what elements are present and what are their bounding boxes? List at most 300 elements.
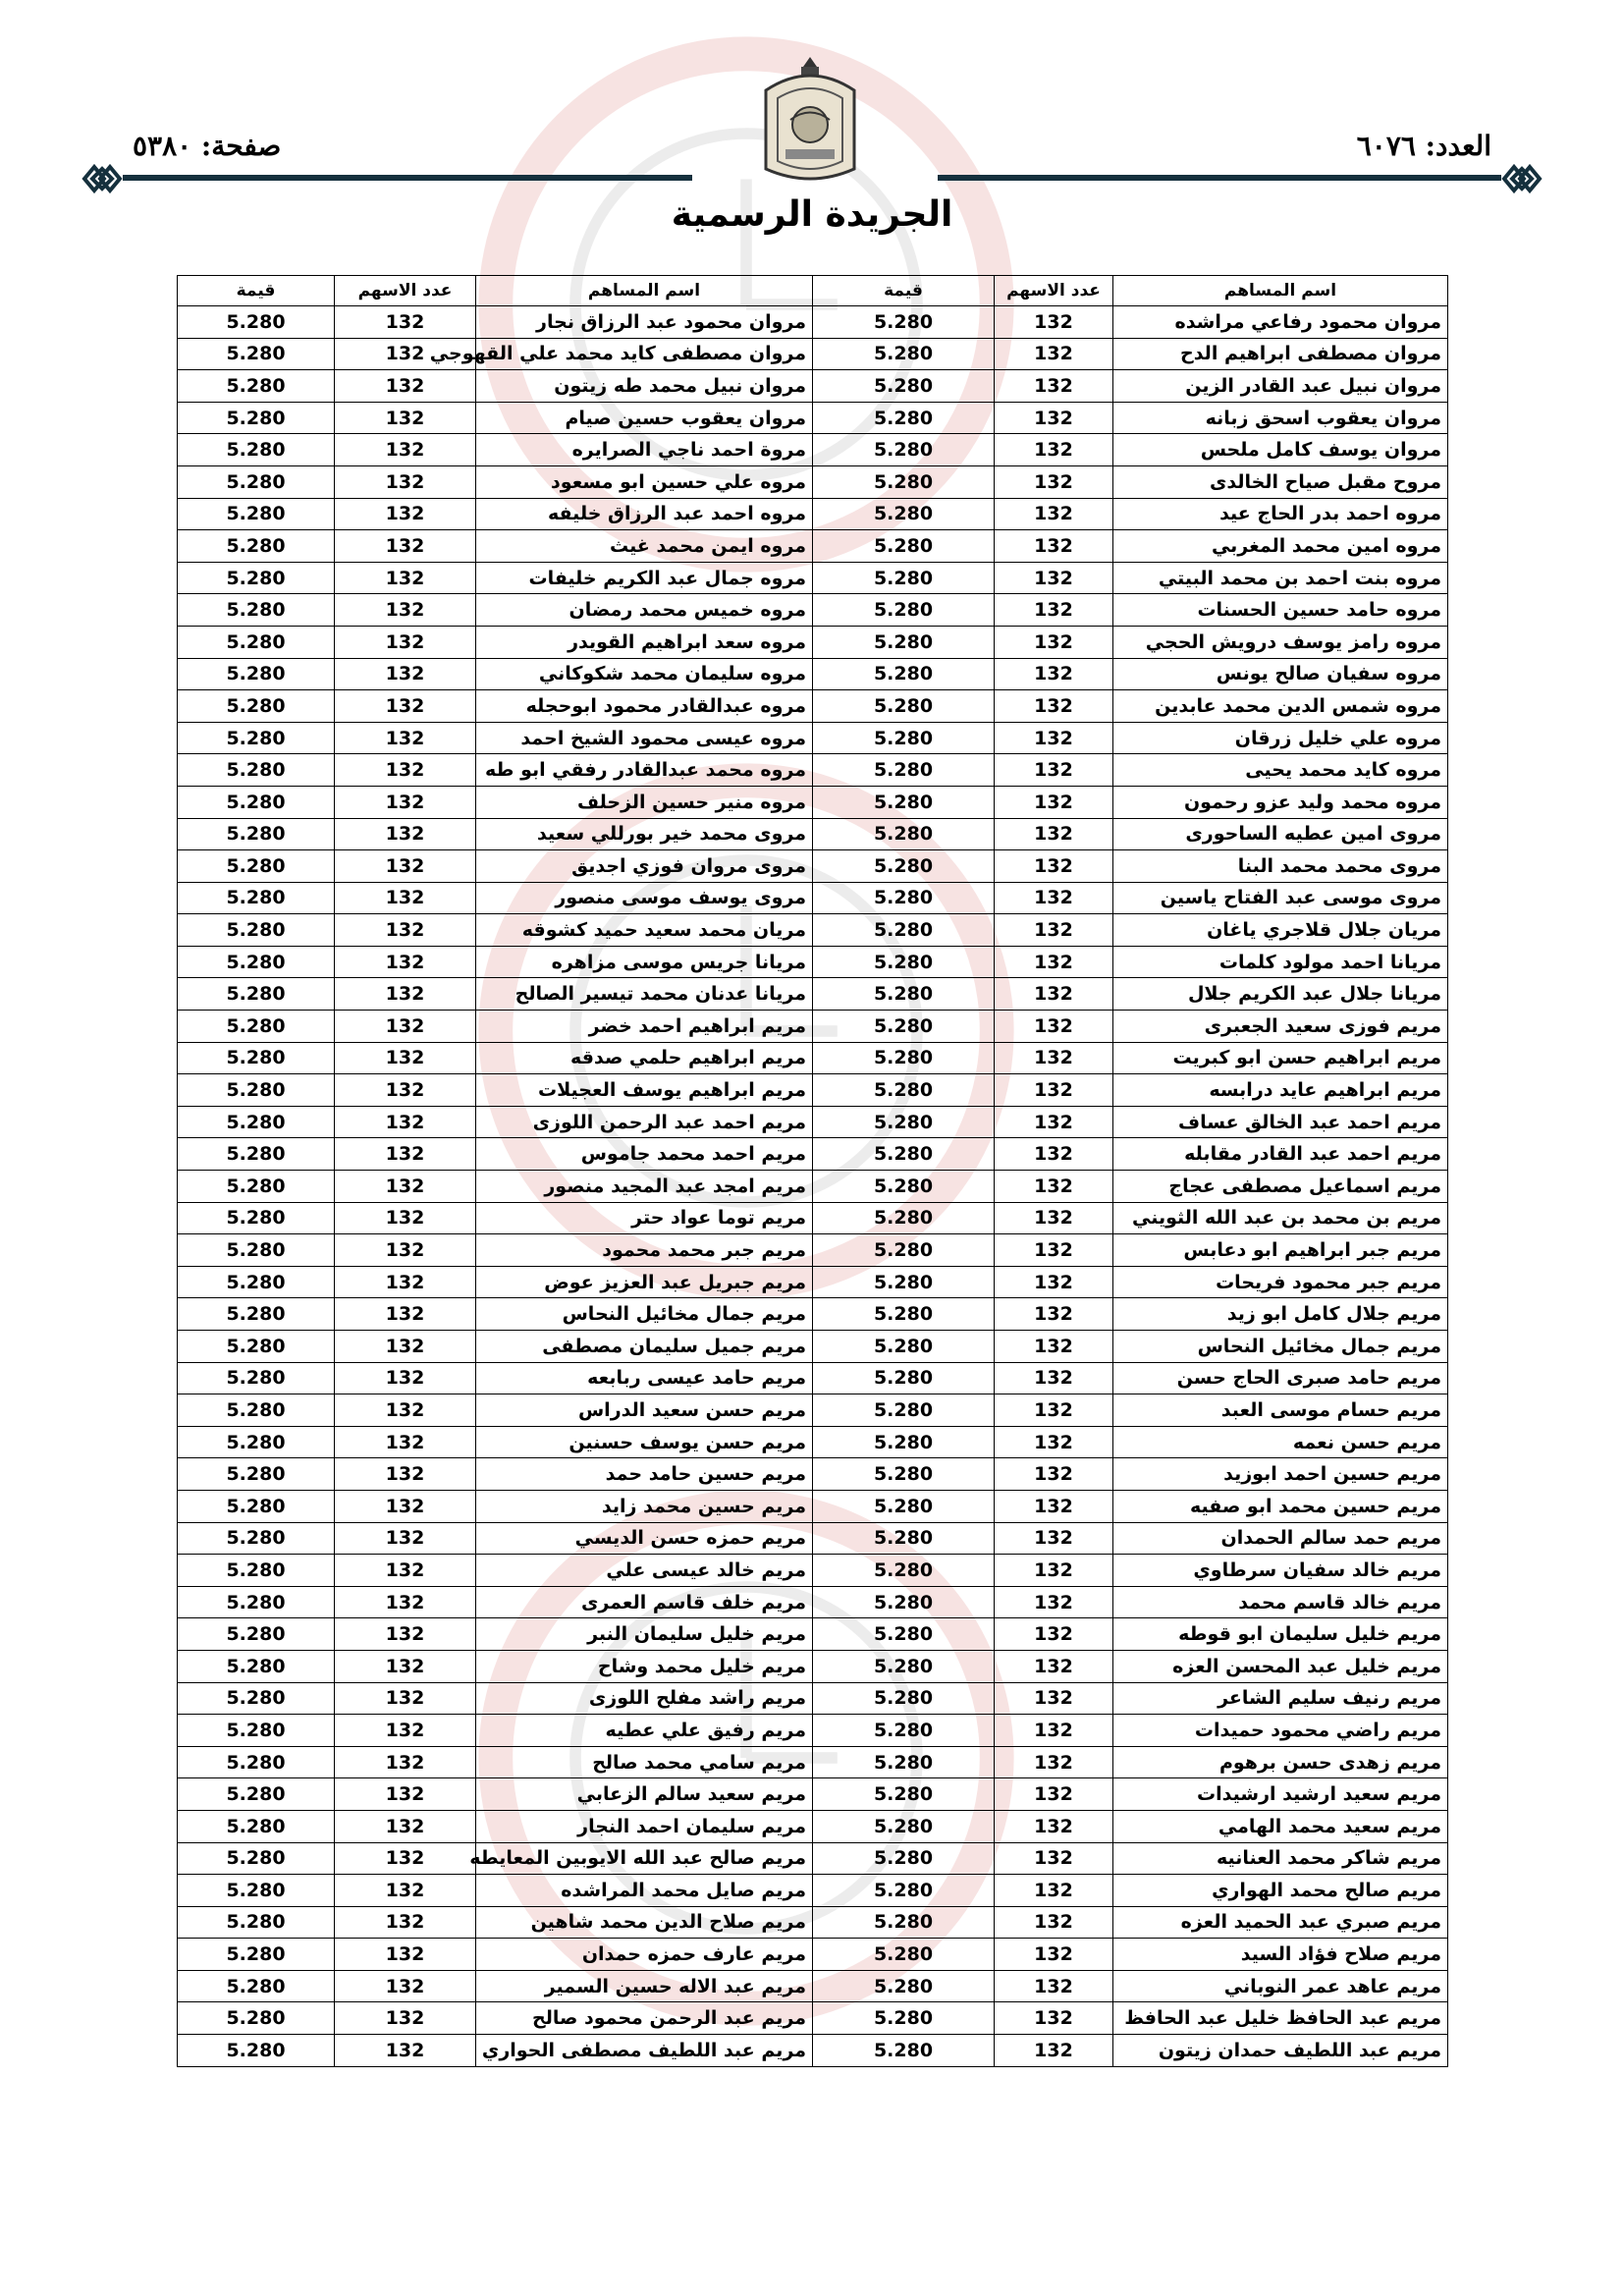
share-value: 5.280: [178, 1715, 335, 1747]
shareholder-name: مريم زهدى حسن برهوم: [1113, 1746, 1448, 1778]
shareholder-name: مروه شمس الدين محمد عابدين: [1113, 690, 1448, 723]
shareholder-name: مريم فوزى سعيد الجعبرى: [1113, 1011, 1448, 1043]
share-count: 132: [995, 1394, 1113, 1427]
table-row: [178, 1715, 1448, 1747]
share-count: 132: [995, 658, 1113, 690]
table-row: [178, 2035, 1448, 2067]
share-count: 132: [995, 882, 1113, 914]
table-row: [178, 465, 1448, 498]
shareholder-name: مروى محمد خير بورللي سعيد: [476, 818, 813, 850]
shareholder-name: مروان نبيل محمد طه زيتون: [476, 370, 813, 403]
share-count: 132: [335, 1875, 476, 1907]
share-value: 5.280: [813, 498, 995, 530]
table-row: [178, 1810, 1448, 1842]
shareholder-name: مريم خليل سليمان النبر: [476, 1618, 813, 1651]
shareholder-name: مريم ابراهيم حسن ابو كبريت: [1113, 1042, 1448, 1074]
shareholder-name: مريم رنيف سليم الشاعر: [1113, 1682, 1448, 1715]
share-count: 132: [995, 1106, 1113, 1138]
share-value: 5.280: [178, 626, 335, 658]
share-count: 132: [995, 1939, 1113, 1971]
share-value: 5.280: [813, 594, 995, 627]
share-value: 5.280: [178, 338, 335, 370]
page-header: [0, 0, 1624, 265]
share-value: 5.280: [178, 306, 335, 339]
share-count: 132: [995, 434, 1113, 466]
share-value: 5.280: [813, 818, 995, 850]
share-value: 5.280: [178, 1202, 335, 1234]
share-count: 132: [995, 626, 1113, 658]
shareholder-name: مريم راضي محمود حميدات: [1113, 1715, 1448, 1747]
share-count: 132: [335, 1011, 476, 1043]
shareholder-name: مريم سامي محمد صالح: [476, 1746, 813, 1778]
share-value: 5.280: [813, 1746, 995, 1778]
shareholder-name: مريم جلال كامل ابو زيد: [1113, 1298, 1448, 1331]
shareholder-name: مروه عيسى محمود الشيخ احمد: [476, 722, 813, 754]
shareholder-name: مريم حسن نعمه: [1113, 1426, 1448, 1458]
table-row: [178, 946, 1448, 978]
page-number: صفحة: ٥٣٨٠: [133, 130, 282, 162]
shareholder-name: مريم بن محمد بن عبد الله الثويني: [1113, 1202, 1448, 1234]
shareholder-name: مريم حامد عيسى ربابعه: [476, 1362, 813, 1394]
table-row: [178, 402, 1448, 434]
table-row: [178, 1586, 1448, 1618]
share-count: 132: [995, 1746, 1113, 1778]
header-rule-left: [123, 175, 692, 181]
share-count: 132: [995, 1682, 1113, 1715]
shareholder-name: مريم عبد الاله حسين السمير: [476, 1970, 813, 2002]
table-row: [178, 1906, 1448, 1939]
knot-ornament-icon: [81, 159, 124, 198]
table-row: [178, 626, 1448, 658]
share-value: 5.280: [813, 1458, 995, 1491]
shareholder-name: مروه حامد حسين الحسنات: [1113, 594, 1448, 627]
share-value: 5.280: [813, 1074, 995, 1107]
share-value: 5.280: [178, 1490, 335, 1522]
table-row: [178, 978, 1448, 1011]
share-count: 132: [995, 946, 1113, 978]
share-count: 132: [335, 2002, 476, 2035]
share-count: 132: [335, 1842, 476, 1875]
share-value: 5.280: [813, 1778, 995, 1811]
share-value: 5.280: [178, 1266, 335, 1298]
shareholder-name: مريم عبد الحافظ خليل عبد الحافظ: [1113, 2002, 1448, 2035]
shareholder-name: مروه احمد بدر الحاج عيد: [1113, 498, 1448, 530]
share-count: 132: [995, 2035, 1113, 2067]
share-value: 5.280: [178, 1586, 335, 1618]
table-row: [178, 722, 1448, 754]
shareholder-name: مريم عبد اللطيف مصطفى الحواري: [476, 2035, 813, 2067]
share-value: 5.280: [813, 306, 995, 339]
table-row: [178, 818, 1448, 850]
share-count: 132: [335, 1586, 476, 1618]
shareholder-name: مروان محمود عبد الرزاق نجار: [476, 306, 813, 339]
share-value: 5.280: [813, 786, 995, 818]
share-value: 5.280: [178, 914, 335, 947]
share-count: 132: [995, 1074, 1113, 1107]
share-value: 5.280: [178, 786, 335, 818]
share-value: 5.280: [178, 850, 335, 883]
share-value: 5.280: [813, 1362, 995, 1394]
share-value: 5.280: [813, 1266, 995, 1298]
share-value: 5.280: [178, 1875, 335, 1907]
share-count: 132: [995, 818, 1113, 850]
share-value: 5.280: [813, 1331, 995, 1363]
share-count: 132: [995, 338, 1113, 370]
share-count: 132: [335, 1906, 476, 1939]
table-row: [178, 434, 1448, 466]
share-count: 132: [335, 465, 476, 498]
share-value: 5.280: [178, 1362, 335, 1394]
share-value: 5.280: [178, 1522, 335, 1555]
shareholder-name: مريم جبر محمود فريحات: [1113, 1266, 1448, 1298]
table-row: [178, 370, 1448, 403]
shareholder-name: مريم صلاح الدين محمد شاهين: [476, 1906, 813, 1939]
share-value: 5.280: [178, 1331, 335, 1363]
shareholder-name: مريم سليمان احمد النجار: [476, 1810, 813, 1842]
share-count: 132: [995, 1042, 1113, 1074]
share-count: 132: [995, 1586, 1113, 1618]
table-row: [178, 1842, 1448, 1875]
share-count: 132: [995, 306, 1113, 339]
issue-number: العدد: ٦٠٧٦: [1356, 130, 1491, 162]
shareholder-name: مروه رامز يوسف درويش الحجي: [1113, 626, 1448, 658]
share-value: 5.280: [178, 370, 335, 403]
share-count: 132: [995, 1875, 1113, 1907]
shareholder-name: مريم خليل سليمان ابو قوطه: [1113, 1618, 1448, 1651]
table-row: [178, 498, 1448, 530]
table-row: [178, 1458, 1448, 1491]
share-count: 132: [995, 1490, 1113, 1522]
share-count: 132: [335, 1426, 476, 1458]
table-row: [178, 1171, 1448, 1203]
shareholder-name: مريم اسماعيل مصطفى عجاج: [1113, 1171, 1448, 1203]
shareholder-name: مريم حمزه حسن الديسي: [476, 1522, 813, 1555]
shareholder-name: مريم جبريل عبد العزيز عوض: [476, 1266, 813, 1298]
shareholder-name: مروان محمود رفاعي مراشده: [1113, 306, 1448, 339]
shareholder-name: مريانا جريس موسى مزاهره: [476, 946, 813, 978]
share-value: 5.280: [178, 978, 335, 1011]
share-count: 132: [335, 1939, 476, 1971]
shareholder-name: مروى امين عطيه الساحورى: [1113, 818, 1448, 850]
share-value: 5.280: [813, 1426, 995, 1458]
share-count: 132: [335, 978, 476, 1011]
share-count: 132: [335, 1171, 476, 1203]
shareholder-name: مريم خالد قاسم محمد: [1113, 1586, 1448, 1618]
share-value: 5.280: [813, 530, 995, 563]
table-row: [178, 1778, 1448, 1811]
share-value: 5.280: [813, 946, 995, 978]
column-header-name: اسم المساهم: [1113, 276, 1448, 306]
share-count: 132: [995, 1555, 1113, 1587]
share-value: 5.280: [178, 1970, 335, 2002]
share-value: 5.280: [178, 1234, 335, 1267]
shareholder-name: مروه علي حسين ابو مسعود: [476, 465, 813, 498]
shareholder-name: مروه جمال عبد الكريم خليفات: [476, 562, 813, 594]
shareholder-name: مريم رفيق علي عطيه: [476, 1715, 813, 1747]
share-count: 132: [995, 1331, 1113, 1363]
share-count: 132: [995, 978, 1113, 1011]
share-value: 5.280: [178, 498, 335, 530]
share-count: 132: [335, 1362, 476, 1394]
share-count: 132: [335, 1970, 476, 2002]
shareholder-name: مروى موسى عبد الفتاح ياسين: [1113, 882, 1448, 914]
shareholder-name: مروى يوسف موسى منصور: [476, 882, 813, 914]
share-value: 5.280: [178, 882, 335, 914]
table-row: [178, 1970, 1448, 2002]
share-count: 132: [995, 722, 1113, 754]
table-row: [178, 1650, 1448, 1682]
share-count: 132: [335, 882, 476, 914]
share-value: 5.280: [178, 594, 335, 627]
share-count: 132: [335, 1394, 476, 1427]
share-count: 132: [335, 1618, 476, 1651]
share-value: 5.280: [813, 2035, 995, 2067]
table-row: [178, 2002, 1448, 2035]
share-value: 5.280: [813, 1042, 995, 1074]
share-value: 5.280: [178, 1810, 335, 1842]
share-count: 132: [335, 1746, 476, 1778]
table-row: [178, 658, 1448, 690]
table-row: [178, 1682, 1448, 1715]
shareholder-name: مريم صبري عبد الحميد العزه: [1113, 1906, 1448, 1939]
shareholder-name: مريم احمد عبد القادر مقابله: [1113, 1138, 1448, 1171]
share-value: 5.280: [178, 1138, 335, 1171]
share-count: 132: [335, 402, 476, 434]
share-count: 132: [335, 1555, 476, 1587]
share-count: 132: [995, 1618, 1113, 1651]
shareholder-name: مريم جميل سليمان مصطفى: [476, 1331, 813, 1363]
share-count: 132: [995, 562, 1113, 594]
share-count: 132: [335, 754, 476, 787]
share-count: 132: [995, 914, 1113, 947]
share-value: 5.280: [178, 658, 335, 690]
shareholder-name: مريم جبر محمد محمود: [476, 1234, 813, 1267]
share-value: 5.280: [813, 914, 995, 947]
share-value: 5.280: [178, 1171, 335, 1203]
shareholder-name: مريان جلال قلاجري ياغان: [1113, 914, 1448, 947]
share-count: 132: [995, 1298, 1113, 1331]
shareholder-name: مريم حسن يوسف حسنين: [476, 1426, 813, 1458]
shareholder-name: مريم ابراهيم عايد درابسه: [1113, 1074, 1448, 1107]
shareholder-name: مريم خالد سفيان سرطاوي: [1113, 1555, 1448, 1587]
share-count: 132: [995, 530, 1113, 563]
shareholder-name: مروان يعقوب حسين صيام: [476, 402, 813, 434]
share-count: 132: [335, 1074, 476, 1107]
share-count: 132: [335, 1331, 476, 1363]
shareholder-name: مريم عارف حمزه حمدان: [476, 1939, 813, 1971]
share-value: 5.280: [813, 2002, 995, 2035]
shareholder-name: مروه عبدالقادر محمود ابوحجله: [476, 690, 813, 723]
table-row: [178, 1298, 1448, 1331]
share-value: 5.280: [813, 1138, 995, 1171]
share-value: 5.280: [813, 1682, 995, 1715]
table-row: [178, 1618, 1448, 1651]
table-row: [178, 306, 1448, 339]
table-row: [178, 1011, 1448, 1043]
share-count: 132: [995, 1138, 1113, 1171]
table-row: [178, 1875, 1448, 1907]
share-value: 5.280: [178, 1394, 335, 1427]
share-count: 132: [335, 1778, 476, 1811]
table-row: [178, 1042, 1448, 1074]
share-value: 5.280: [813, 338, 995, 370]
table-row: [178, 1074, 1448, 1107]
share-value: 5.280: [813, 1555, 995, 1587]
share-value: 5.280: [178, 1618, 335, 1651]
shareholder-name: مروى محمد محمد البنا: [1113, 850, 1448, 883]
shareholder-name: مروه منير حسين الزحلف: [476, 786, 813, 818]
share-count: 132: [995, 1778, 1113, 1811]
share-count: 132: [335, 1266, 476, 1298]
column-header-shares: عدد الاسهم: [995, 276, 1113, 306]
share-count: 132: [995, 1011, 1113, 1043]
share-value: 5.280: [813, 1202, 995, 1234]
share-count: 132: [995, 1970, 1113, 2002]
shareholder-name: مريم صلاح فؤاد السيد: [1113, 1939, 1448, 1971]
share-count: 132: [335, 1682, 476, 1715]
share-count: 132: [335, 306, 476, 339]
share-value: 5.280: [178, 2002, 335, 2035]
shareholder-name: مريم احمد محمد جاموس: [476, 1138, 813, 1171]
table-row: [178, 1490, 1448, 1522]
share-count: 132: [995, 786, 1113, 818]
share-count: 132: [995, 850, 1113, 883]
share-value: 5.280: [813, 1234, 995, 1267]
share-count: 132: [335, 850, 476, 883]
shareholder-name: مروان يعقوب اسحق زبانه: [1113, 402, 1448, 434]
shareholders-table: [177, 275, 1448, 2067]
table-row: [178, 1746, 1448, 1778]
share-count: 132: [335, 498, 476, 530]
shareholder-name: مروة احمد ناجي الصرايره: [476, 434, 813, 466]
table-row: [178, 338, 1448, 370]
column-header-value: قيمة: [813, 276, 995, 306]
shareholder-name: مروان نبيل عبد القادر الزين: [1113, 370, 1448, 403]
shareholder-name: مريم حامد صبرى الحاج حسن: [1113, 1362, 1448, 1394]
table-row: [178, 1266, 1448, 1298]
shareholder-name: مروه سليمان محمد شكوكاني: [476, 658, 813, 690]
share-count: 132: [995, 1906, 1113, 1939]
share-value: 5.280: [178, 465, 335, 498]
share-value: 5.280: [813, 1939, 995, 1971]
share-count: 132: [335, 946, 476, 978]
share-value: 5.280: [178, 1426, 335, 1458]
shareholder-name: مريم خلف قاسم العمرى: [476, 1586, 813, 1618]
table-row: [178, 914, 1448, 947]
share-count: 132: [995, 370, 1113, 403]
share-count: 132: [335, 370, 476, 403]
coat-of-arms-icon: [756, 51, 864, 193]
share-value: 5.280: [813, 1586, 995, 1618]
share-count: 132: [335, 434, 476, 466]
share-value: 5.280: [813, 1906, 995, 1939]
share-count: 132: [995, 2002, 1113, 2035]
share-value: 5.280: [813, 1011, 995, 1043]
table-row: [178, 1106, 1448, 1138]
shareholder-name: مروه سعد ابراهيم القويدر: [476, 626, 813, 658]
table-header-row: [178, 276, 1448, 306]
share-value: 5.280: [813, 1522, 995, 1555]
share-count: 132: [995, 1842, 1113, 1875]
shareholder-name: مروان يوسف كامل ملحس: [1113, 434, 1448, 466]
shareholder-name: مريان محمد سعيد حميد كشوقه: [476, 914, 813, 947]
share-value: 5.280: [813, 1810, 995, 1842]
share-value: 5.280: [813, 1394, 995, 1427]
shareholder-name: مريم حسام موسى العبد: [1113, 1394, 1448, 1427]
share-count: 132: [995, 1171, 1113, 1203]
shareholder-name: مريم صايل محمد المراشده: [476, 1875, 813, 1907]
shareholder-name: مروه محمد عبدالقادر رفقي ابو طه: [476, 754, 813, 787]
share-count: 132: [995, 594, 1113, 627]
shareholder-name: مريم صالح عبد الله الايوبين المعايطه: [476, 1842, 813, 1875]
share-count: 132: [335, 338, 476, 370]
share-count: 132: [335, 530, 476, 563]
shareholder-name: مريم خالد عيسى علي: [476, 1555, 813, 1587]
share-value: 5.280: [813, 658, 995, 690]
share-count: 132: [995, 754, 1113, 787]
shareholder-name: مريم حسين محمد ابو صفيه: [1113, 1490, 1448, 1522]
share-value: 5.280: [178, 1778, 335, 1811]
shareholder-name: مروه احمد عبد الرزاق خليفه: [476, 498, 813, 530]
table-row: [178, 1939, 1448, 1971]
shareholder-name: مريم صالح محمد الهواري: [1113, 1875, 1448, 1907]
header-rule-right: [938, 175, 1501, 181]
table-row: [178, 1331, 1448, 1363]
column-header-name: اسم المساهم: [476, 276, 813, 306]
share-count: 132: [335, 690, 476, 723]
shareholder-name: مريم خليل محمد وشاح: [476, 1650, 813, 1682]
share-count: 132: [995, 1426, 1113, 1458]
share-count: 132: [335, 1106, 476, 1138]
table-row: [178, 1362, 1448, 1394]
share-value: 5.280: [178, 1650, 335, 1682]
share-value: 5.280: [178, 690, 335, 723]
share-count: 132: [335, 786, 476, 818]
share-value: 5.280: [178, 1458, 335, 1491]
shareholder-name: مريم ابراهيم حلمي صدقه: [476, 1042, 813, 1074]
table-row: [178, 594, 1448, 627]
table-row: [178, 1394, 1448, 1427]
share-value: 5.280: [813, 690, 995, 723]
shareholder-name: مروان مصطفى ابراهيم الدح: [1113, 338, 1448, 370]
share-count: 132: [335, 1650, 476, 1682]
gazette-title: الجريدة الرسمية: [671, 194, 953, 235]
share-value: 5.280: [178, 1842, 335, 1875]
shareholder-name: مريم عاهد عمر النوباني: [1113, 1970, 1448, 2002]
shareholder-name: مريم ابراهيم احمد خضر: [476, 1011, 813, 1043]
share-value: 5.280: [813, 1490, 995, 1522]
share-value: 5.280: [813, 754, 995, 787]
share-count: 132: [335, 1490, 476, 1522]
shareholder-name: مريم توما عواد حتر: [476, 1202, 813, 1234]
shareholder-name: مروه ايمن محمد غيث: [476, 530, 813, 563]
share-value: 5.280: [813, 370, 995, 403]
shareholder-name: مريم عبد اللطيف حمدان زيتون: [1113, 2035, 1448, 2067]
shareholder-name: مريم راشد مفلح اللوزى: [476, 1682, 813, 1715]
share-value: 5.280: [178, 1074, 335, 1107]
share-count: 132: [335, 1234, 476, 1267]
share-count: 132: [335, 914, 476, 947]
share-value: 5.280: [178, 1682, 335, 1715]
share-value: 5.280: [813, 1106, 995, 1138]
shareholder-name: مروان مصطفى كايد محمد علي القهوجي: [476, 338, 813, 370]
share-value: 5.280: [178, 818, 335, 850]
table-row: [178, 530, 1448, 563]
share-count: 132: [335, 658, 476, 690]
share-value: 5.280: [813, 1650, 995, 1682]
shareholder-name: مروه سفيان صالح يونس: [1113, 658, 1448, 690]
table-row: [178, 1555, 1448, 1587]
